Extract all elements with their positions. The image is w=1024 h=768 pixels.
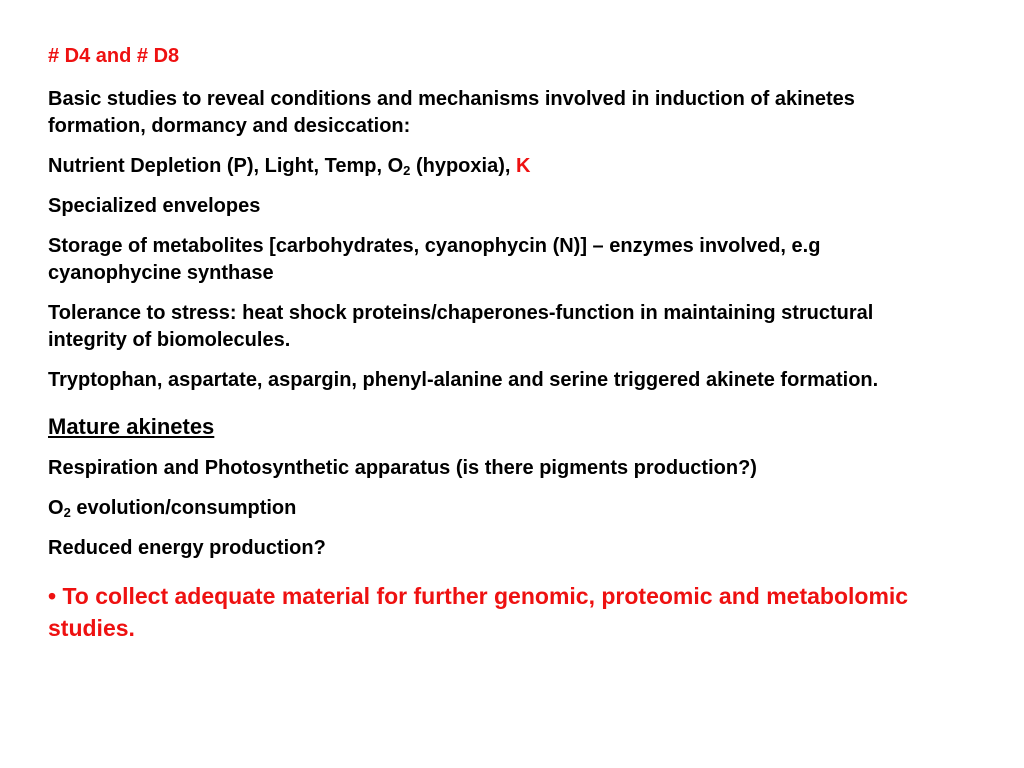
nutrient-highlight-k: K — [515, 155, 531, 177]
o2-evolution-line — [48, 495, 928, 522]
slide-title: # D4 and # D8 — [48, 45, 180, 67]
respiration-text: Respiration and Photosynthetic apparatus (is there pigments production?) — [48, 457, 757, 479]
bullet-text: To collect adequate material for further genomic, proteomic and metabolomic studies. — [48, 583, 909, 641]
o2-rest-text: evolution/consumption — [70, 497, 297, 519]
o2-subscript: 2 — [63, 505, 71, 520]
slide-content — [48, 43, 928, 644]
collect-material-bullet — [48, 580, 928, 644]
nutrient-subscript: 2 — [403, 163, 411, 178]
tolerance-text: Tolerance to stress: heat shock proteins/chaperones-function in maintaining structural integrity of biomolecules. — [48, 302, 874, 351]
nutrient-text-after: (hypoxia), — [410, 155, 516, 177]
mature-akinetes-heading: Mature akinetes — [48, 414, 215, 439]
storage-text: Storage of metabolites [carbohydrates, cyanophycin (N)] – enzymes involved, e.g cyanophycine synthase — [48, 235, 821, 284]
bullet-icon: • — [48, 583, 57, 609]
tryptophan-text: Tryptophan, aspartate, aspargin, phenyl-alanine and serine triggered akinete formation. — [48, 369, 879, 391]
nutrient-depletion-line — [48, 153, 928, 180]
o2-text: O — [48, 497, 64, 519]
energy-text: Reduced energy production? — [48, 537, 326, 559]
basic-studies-text: Basic studies to reveal conditions and mechanisms involved in induction of akinetes formation, dormancy and desiccation: — [48, 88, 855, 137]
nutrient-text: Nutrient Depletion (P), Light, Temp, O — [48, 155, 404, 177]
envelopes-text: Specialized envelopes — [48, 195, 261, 217]
